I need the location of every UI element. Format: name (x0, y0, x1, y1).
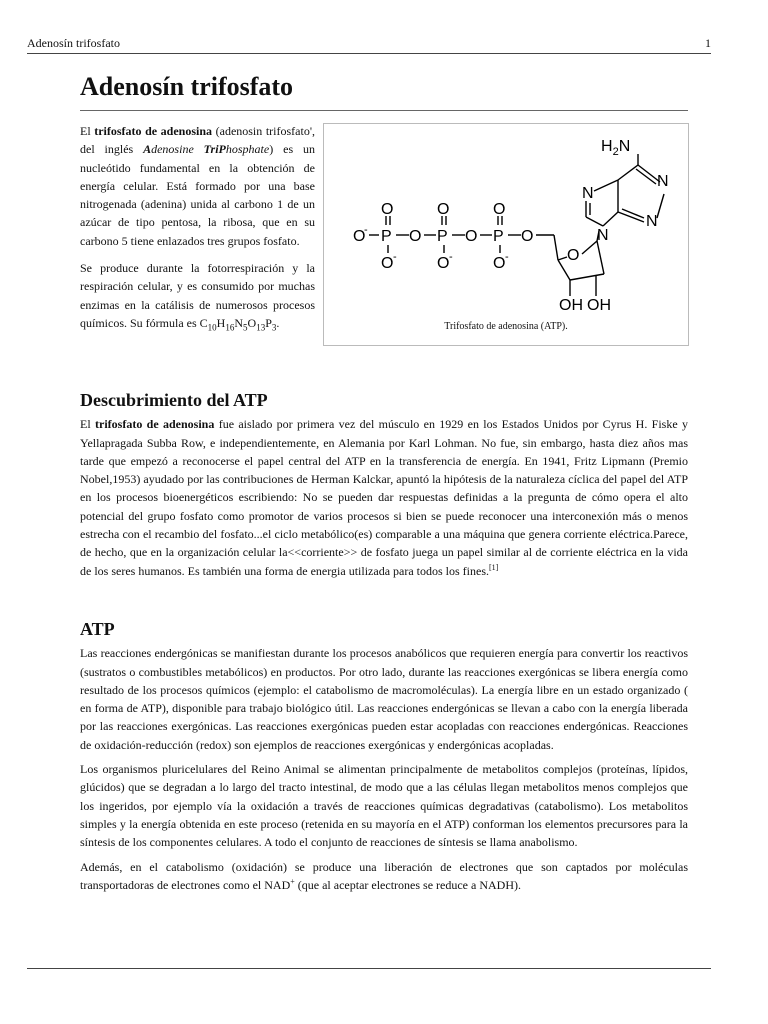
intro (80, 122, 315, 346)
svg-text:O: O (353, 228, 366, 245)
svg-text:O: O (437, 255, 450, 272)
citation-link[interactable]: [1] (489, 562, 499, 572)
section-descubrimiento (80, 391, 688, 586)
atp-structure-diagram (324, 124, 688, 345)
svg-text:O: O (493, 201, 506, 218)
section-paragraph: El trifosfato de adenosina fue aislado por primera vez del músculo en 1929 en los Estados Unidos por Cyrus H. Fiske y Yellapragada Subba Row, e independientemente, en Alemania por Karl Lohman. No fue, sin embargo, hasta diez años mas tarde que empezó a reconocerse el papel central del ATP en la transferencia de energía. En 1941, Fritz Lipmann (Premio Nobel,1953) ayudado por las contribuciones de Herman Kalckar, apuntó la hipótesis de la naturaleza cíclica del papel del ATP en los procesos bioenergéticos escribiendo: No se pueden dar respuestas definidas a la pregunta de cómo opera el alto potencial del grupo fosfato como promotor de varios procesos si bien se puede reconocer una interconexión más o menos estrecha con el recambio del fosfato...el ciclo metabólico(es) comparable a una máquina que genera corriente eléctrica.Parece, de hecho, que en la organización celular la<<corriente>> de fosfato juega un papel similar al de corriente eléctrica en la vida de los seres humanos. Es también una forma de energia utilizada para todos los fines.[1] (80, 417, 689, 578)
formula: $C_{10}H_{16}N_5O_{13}P_3$ (199, 315, 277, 333)
section-paragraph: Los organismos pluricelulares del Reino Animal se alimentan principalmente de metabolitos complejos (proteínas, lípidos, glúcidos) que se degradan a lo largo del tracto intestinal, de modo que a las células llegan metabolitos menos complejos que los ingeridos, por ejemplo vía la oxidación a través de reacciones químicas degradativas (catabolismo). Los metabolitos simples y la energía obtenida en este proceso (retenida en su mayoría en el ATP) conforman los elementos precursores para la síntesis de los componentes celulares. A todo el conjunto de reacciones de síntesis se llama anabolismo. (80, 762, 688, 850)
running-header (27, 36, 711, 54)
svg-text:OH: OH (559, 297, 583, 314)
svg-text:O: O (493, 255, 506, 272)
svg-text:P: P (493, 228, 504, 245)
svg-text:N: N (657, 173, 669, 190)
svg-text:-: - (393, 251, 397, 263)
svg-text:OH: OH (587, 297, 611, 314)
svg-text:-: - (449, 251, 453, 263)
section-heading: Descubrimiento del ATP (80, 390, 268, 410)
svg-text:O: O (409, 228, 422, 245)
svg-text:N: N (646, 213, 658, 230)
svg-text:O: O (521, 228, 534, 245)
svg-text:O: O (567, 247, 580, 264)
svg-text:O: O (381, 255, 394, 272)
svg-text:P: P (381, 228, 392, 245)
page-title: Adenosín trifosfato (80, 72, 688, 111)
intro-paragraph-1: El trifosfato de adenosina (adenosin trifosfato', del inglés Adenosine TriPhosphate) es un nucleótido fundamental en la obtención de energía celular. Está formado por una base nitrogenada (adenina) unida al carbono 1 de un azúcar de tipo pentosa, la ribosa, que en su carbono 5 tiene enlazados tres grupos fosfato. (80, 124, 315, 248)
intro-paragraph-2: Se produce durante la fotorrespiración y la respiración celular, y es consumido por muchas enzimas en la catálisis de numerosos procesos químicos. Su fórmula es $C_{10}H_{16}N_5O_{13}P_3$. (80, 261, 315, 333)
section-paragraph: Además, en el catabolismo (oxidación) se produce una liberación de electrones que son captados por moléculas transportadoras de electrones como el NAD+ (que al aceptar electrones se reduce a NADH). (80, 859, 688, 892)
svg-text:O: O (437, 201, 450, 218)
svg-text:P: P (437, 228, 448, 245)
figure-caption: Trifosfato de adenosina (ATP). (444, 321, 568, 332)
svg-text:N: N (597, 227, 609, 244)
section-paragraph: Las reacciones endergónicas se manifiestan durante los procesos anabólicos que requieren energía para convertir los reactivos (sustratos o combustibles metabólicos) en productos. Por otro lado, durante las reacciones exergónicas se libera energía como resultado de los procesos químicos (ejemplo: el catabolismo de macromoléculas). La energía libre en un estado organizado ( en forma de ATP), disponible para trabajo biológico útil. Las reacciones endergónicas se llevan a cabo con la energía liberada por las reacciones exergónicas. Las reacciones exergónicas pueden estar acopladas con reacciones endergónicas. Reacciones de oxidación-reducción (redox) son ejemplos de reacciones exergónicas y endergónicas acopladas. (80, 646, 688, 752)
svg-text:O: O (465, 228, 478, 245)
section-heading: ATP (80, 619, 115, 639)
svg-text:-: - (505, 251, 509, 263)
svg-text:O: O (381, 201, 394, 218)
term-bold: trifosfato de adenosina (94, 124, 213, 138)
running-title: Adenosín trifosfato (27, 36, 120, 50)
page-number: 1 (705, 36, 711, 50)
svg-text:-: - (364, 224, 368, 236)
svg-text:N: N (582, 185, 594, 202)
label-nh2: $H_2N$ (601, 138, 631, 158)
atp-figure (323, 123, 689, 346)
section-atp (80, 620, 688, 900)
footer-rule (27, 968, 711, 969)
